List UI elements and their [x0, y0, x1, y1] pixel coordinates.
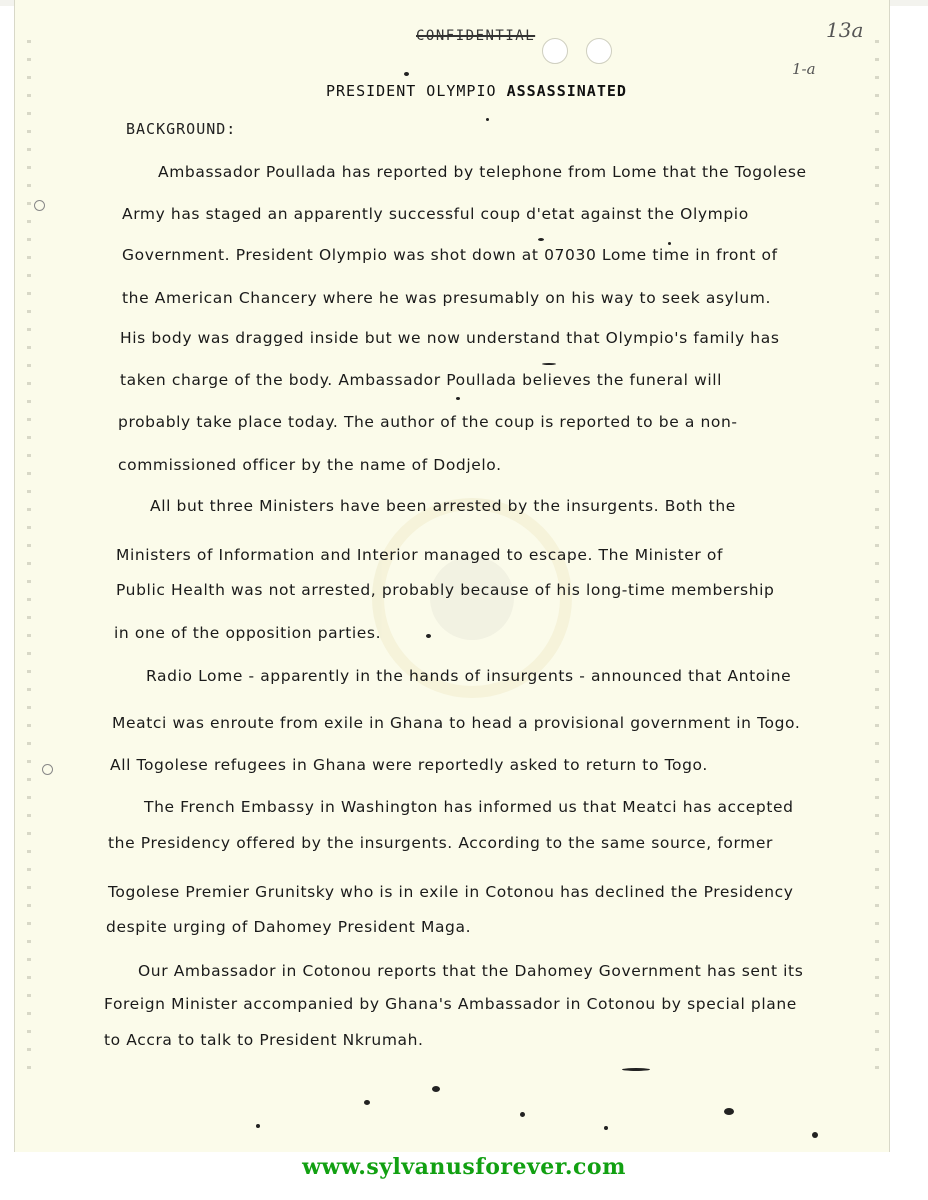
scan-speck: [456, 397, 460, 400]
punch-hole-right: [586, 38, 612, 64]
paragraph-line: in one of the opposition parties.: [114, 624, 382, 642]
classification-label: CONFIDENTIAL: [416, 28, 536, 44]
paragraph-line: Foreign Minister accompanied by Ghana's Ambassador in Cotonou by special plane: [104, 995, 797, 1013]
scan-speck: [364, 1100, 370, 1105]
paragraph-line: taken charge of the body. Ambassador Poullada believes the funeral will: [120, 371, 723, 389]
scan-speck: [604, 1126, 608, 1130]
paragraph-line: All Togolese refugees in Ghana were reportedly asked to return to Togo.: [110, 756, 708, 774]
paragraph-line: Public Health was not arrested, probably because of his long-time membership: [116, 581, 775, 599]
paragraph-line: Army has staged an apparently successful coup d'etat against the Olympio: [122, 205, 749, 223]
scan-speck: [812, 1132, 818, 1138]
scan-speck: [34, 200, 45, 211]
scan-speck: [404, 72, 409, 76]
document-title: [326, 82, 627, 100]
paragraph-line: Ministers of Information and Interior managed to escape. The Minister of: [116, 546, 724, 564]
paragraph-line: Radio Lome - apparently in the hands of insurgents - announced that Antoine: [146, 667, 792, 685]
scan-speck: [520, 1112, 525, 1117]
handwritten-page-number: 13a: [826, 18, 864, 42]
paragraph-line: All but three Ministers have been arrested by the insurgents. Both the: [150, 497, 736, 515]
right-edge-marks: [875, 40, 879, 1072]
scan-speck: [622, 1068, 650, 1071]
paragraph-line: despite urging of Dahomey President Maga.: [106, 918, 472, 936]
scan-speck: [426, 634, 431, 638]
paragraph-line: the Presidency offered by the insurgents. According to the same source, former: [108, 834, 773, 852]
scan-speck: [42, 764, 53, 775]
paragraph-line: to Accra to talk to President Nkrumah.: [104, 1031, 424, 1049]
paragraph-line: probably take place today. The author of the coup is reported to be a non-: [118, 413, 738, 431]
paragraph-line: The French Embassy in Washington has informed us that Meatci has accepted: [144, 798, 794, 816]
paragraph-line: Ambassador Poullada has reported by telephone from Lome that the Togolese: [158, 163, 807, 181]
paragraph-line: commissioned officer by the name of Dodjelo.: [118, 456, 502, 474]
punch-hole-left: [542, 38, 568, 64]
handwritten-note: 1-a: [792, 60, 816, 78]
paragraph-line: His body was dragged inside but we now understand that Olympio's family has: [120, 329, 780, 347]
title-part-2: ASSASSINATED: [506, 82, 627, 100]
scan-speck: [668, 242, 671, 245]
paragraph-line: Togolese Premier Grunitsky who is in exile in Cotonou has declined the Presidency: [108, 883, 794, 901]
scan-speck: [256, 1124, 260, 1128]
left-edge-marks: [27, 40, 31, 1072]
paragraph-line: Meatci was enroute from exile in Ghana to head a provisional government in Togo.: [112, 714, 801, 732]
scan-speck: [542, 363, 556, 365]
title-part-1: PRESIDENT OLYMPIO: [326, 82, 507, 100]
website-footer-link[interactable]: www.sylvanusforever.com: [302, 1154, 626, 1180]
paragraph-line: Our Ambassador in Cotonou reports that the Dahomey Government has sent its: [138, 962, 804, 980]
scan-speck: [538, 238, 544, 241]
section-heading: BACKGROUND:: [126, 120, 237, 138]
scan-speck: [432, 1086, 440, 1092]
paragraph-line: the American Chancery where he was presumably on his way to seek asylum.: [122, 289, 771, 307]
paragraph-line: Government. President Olympio was shot down at 07030 Lome time in front of: [122, 246, 778, 264]
scan-speck: [724, 1108, 734, 1115]
scan-speck: [486, 118, 489, 121]
